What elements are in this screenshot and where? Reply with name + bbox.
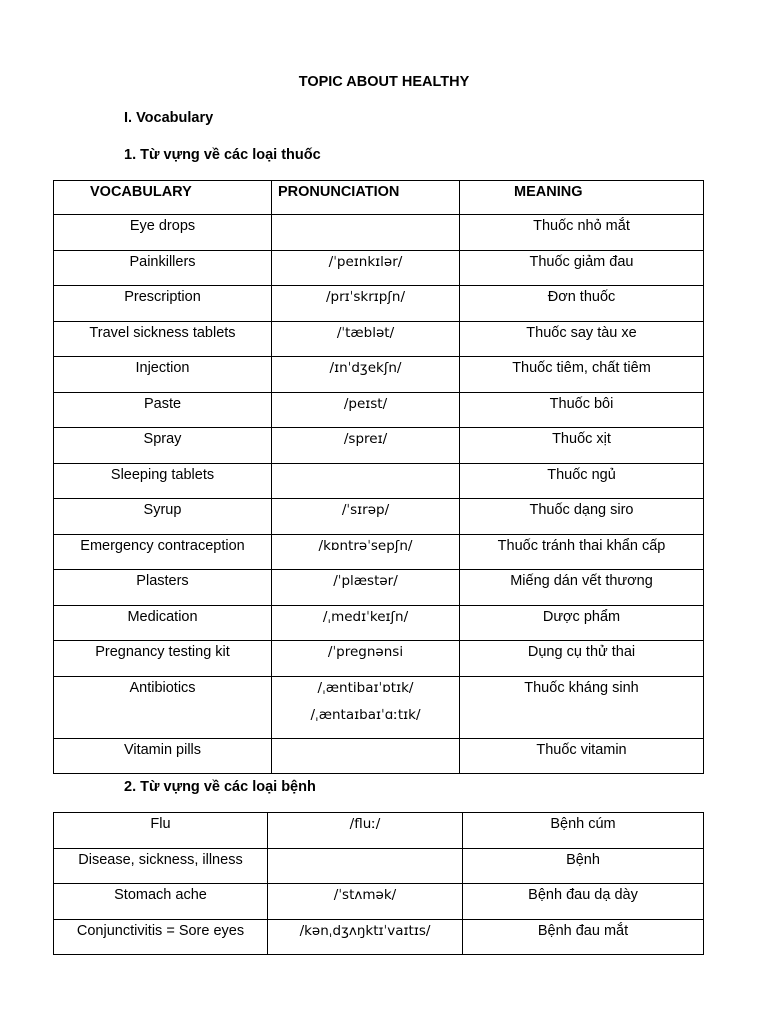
table-row bbox=[54, 463, 704, 499]
cell-pron bbox=[268, 848, 463, 884]
cell-meaning bbox=[460, 641, 704, 677]
vocab-text: Eye drops bbox=[129, 218, 196, 234]
vocab-text: Plasters bbox=[136, 573, 189, 589]
cell-vocab bbox=[54, 884, 268, 920]
cell-vocab bbox=[54, 534, 272, 570]
cell-pron bbox=[272, 534, 460, 570]
table-row bbox=[54, 738, 704, 774]
vocab-text: Vitamin pills bbox=[123, 741, 202, 758]
cell-meaning bbox=[463, 884, 704, 920]
vocab-text: Medication bbox=[127, 608, 198, 625]
cell-vocab bbox=[54, 570, 272, 606]
table-row bbox=[54, 392, 704, 428]
pron-text: /ɪnˈdʒekʃn/ bbox=[329, 360, 402, 376]
meaning-text: Thuốc kháng sinh bbox=[524, 679, 639, 696]
meaning-text: Bệnh đau mắt bbox=[537, 922, 629, 939]
cell-meaning bbox=[463, 848, 704, 884]
cell-meaning bbox=[463, 813, 704, 849]
cell-pron bbox=[272, 463, 460, 499]
cell-vocab bbox=[54, 641, 272, 677]
cell-meaning bbox=[460, 499, 704, 535]
pron-text: /peɪst/ bbox=[343, 395, 388, 412]
meaning-text: Thuốc bôi bbox=[549, 395, 614, 412]
cell-meaning bbox=[460, 570, 704, 606]
subsection-heading-medicines: 1. Từ vựng về các loại thuốc bbox=[124, 147, 321, 163]
cell-vocab bbox=[54, 605, 272, 641]
subsection-heading-diseases: 2. Từ vựng về các loại bệnh bbox=[124, 779, 316, 795]
medicine-vocabulary-table bbox=[53, 180, 704, 774]
meaning-text: Thuốc dạng siro bbox=[529, 502, 634, 518]
vocab-text: Injection bbox=[135, 360, 190, 376]
pron-alt-text: /ˌæntaɪbaɪˈɑːtɪk/ bbox=[310, 706, 421, 723]
cell-pron bbox=[272, 250, 460, 286]
table-row bbox=[54, 357, 704, 393]
cell-meaning bbox=[460, 605, 704, 641]
pron-text: /fluː/ bbox=[349, 816, 381, 832]
cell-pron bbox=[272, 321, 460, 357]
table-row bbox=[54, 676, 704, 738]
header-vocabulary: VOCABULARY bbox=[54, 181, 272, 215]
cell-meaning bbox=[460, 321, 704, 357]
meaning-text: Thuốc ngủ bbox=[547, 466, 616, 483]
table-row bbox=[54, 919, 704, 955]
cell-vocab bbox=[54, 286, 272, 322]
table-row bbox=[54, 813, 704, 849]
cell-vocab bbox=[54, 813, 268, 849]
cell-vocab bbox=[54, 250, 272, 286]
cell-vocab bbox=[54, 676, 272, 738]
cell-meaning bbox=[460, 250, 704, 286]
vocab-text: Antibiotics bbox=[129, 679, 196, 696]
cell-vocab bbox=[54, 357, 272, 393]
cell-meaning bbox=[460, 215, 704, 251]
pron-text: /ˈtæblət/ bbox=[336, 324, 395, 341]
cell-pron bbox=[272, 357, 460, 393]
table-row bbox=[54, 250, 704, 286]
meaning-text: Miếng dán vết thương bbox=[510, 573, 653, 589]
cell-meaning bbox=[460, 738, 704, 774]
cell-meaning bbox=[460, 286, 704, 322]
cell-pron bbox=[272, 499, 460, 535]
vocab-text: Pregnancy testing kit bbox=[95, 644, 230, 660]
meaning-text: Dụng cụ thử thai bbox=[527, 644, 636, 660]
cell-pron bbox=[272, 215, 460, 251]
vocab-text: Syrup bbox=[143, 502, 182, 518]
cell-pron bbox=[268, 884, 463, 920]
cell-meaning bbox=[463, 919, 704, 955]
table-header-row bbox=[54, 181, 704, 215]
pron-text: /kɒntrəˈsepʃn/ bbox=[318, 537, 413, 554]
meaning-text: Thuốc vitamin bbox=[536, 741, 627, 758]
pron-text: /ˈpregnənsi bbox=[327, 644, 404, 660]
vocab-text: Paste bbox=[143, 395, 182, 412]
cell-pron bbox=[272, 676, 460, 738]
header-meaning: MEANING bbox=[460, 181, 704, 215]
table-row bbox=[54, 286, 704, 322]
table-row bbox=[54, 534, 704, 570]
cell-pron bbox=[272, 392, 460, 428]
table-row bbox=[54, 884, 704, 920]
page-title: TOPIC ABOUT HEALTHY bbox=[298, 74, 470, 90]
table-row bbox=[54, 641, 704, 677]
cell-pron bbox=[272, 428, 460, 464]
table-row bbox=[54, 428, 704, 464]
table-row bbox=[54, 499, 704, 535]
cell-vocab bbox=[54, 463, 272, 499]
table-row bbox=[54, 215, 704, 251]
cell-pron bbox=[268, 919, 463, 955]
cell-meaning bbox=[460, 534, 704, 570]
table-row bbox=[54, 570, 704, 606]
vocab-text: Conjunctivitis = Sore eyes bbox=[76, 922, 245, 939]
meaning-text: Thuốc say tàu xe bbox=[526, 324, 637, 341]
meaning-text: Bệnh đau dạ dày bbox=[528, 887, 638, 903]
vocab-text: Prescription bbox=[124, 289, 201, 305]
cell-meaning bbox=[460, 463, 704, 499]
pron-text: /ˈpeɪnkɪlər/ bbox=[328, 253, 403, 270]
vocab-text: Travel sickness tablets bbox=[89, 324, 236, 341]
cell-pron bbox=[272, 286, 460, 322]
cell-vocab bbox=[54, 738, 272, 774]
meaning-text: Thuốc nhỏ mắt bbox=[533, 218, 630, 234]
meaning-text: Thuốc tránh thai khẩn cấp bbox=[497, 537, 666, 554]
pron-text: /prɪˈskrɪpʃn/ bbox=[325, 289, 406, 305]
vocab-text: Disease, sickness, illness bbox=[78, 851, 243, 868]
cell-pron bbox=[272, 738, 460, 774]
cell-pron bbox=[268, 813, 463, 849]
meaning-text: Dược phẩm bbox=[542, 608, 621, 625]
vocab-text: Sleeping tablets bbox=[110, 466, 215, 483]
meaning-text: Thuốc xịt bbox=[552, 431, 611, 447]
cell-pron bbox=[272, 570, 460, 606]
cell-vocab bbox=[54, 848, 268, 884]
cell-vocab bbox=[54, 919, 268, 955]
vocab-text: Emergency contraception bbox=[80, 537, 245, 554]
meaning-text: Đơn thuốc bbox=[547, 289, 616, 305]
cell-meaning bbox=[460, 357, 704, 393]
disease-vocabulary-table bbox=[53, 812, 704, 955]
cell-vocab bbox=[54, 215, 272, 251]
cell-vocab bbox=[54, 499, 272, 535]
vocab-text: Stomach ache bbox=[114, 887, 207, 903]
meaning-text: Bệnh bbox=[566, 851, 600, 868]
pron-text: /ˈsɪrəp/ bbox=[341, 502, 390, 518]
pron-text: /kənˌdʒʌŋktɪˈvaɪtɪs/ bbox=[299, 922, 431, 939]
vocab-text: Spray bbox=[143, 431, 182, 447]
cell-vocab bbox=[54, 321, 272, 357]
meaning-text: Bệnh cúm bbox=[550, 816, 616, 832]
cell-vocab bbox=[54, 428, 272, 464]
cell-pron bbox=[272, 641, 460, 677]
cell-meaning bbox=[460, 428, 704, 464]
pron-text: /ˌæntibaɪˈɒtɪk/ bbox=[317, 679, 414, 696]
pron-text: /spreɪ/ bbox=[343, 431, 388, 447]
cell-vocab bbox=[54, 392, 272, 428]
pron-text: /ˈstʌmək/ bbox=[333, 887, 397, 903]
header-pronunciation: PRONUNCIATION bbox=[272, 181, 460, 215]
vocab-text: Flu bbox=[150, 816, 171, 832]
vocab-text: Painkillers bbox=[129, 253, 196, 270]
table-row bbox=[54, 848, 704, 884]
pron-text: /ˈplæstər/ bbox=[333, 573, 398, 589]
table-row bbox=[54, 605, 704, 641]
cell-meaning bbox=[460, 392, 704, 428]
cell-meaning bbox=[460, 676, 704, 738]
table-row bbox=[54, 321, 704, 357]
meaning-text: Thuốc tiêm, chất tiêm bbox=[512, 360, 651, 376]
pron-text: /ˌmedɪˈkeɪʃn/ bbox=[322, 608, 409, 625]
meaning-text: Thuốc giảm đau bbox=[529, 253, 634, 270]
section-heading-vocabulary: I. Vocabulary bbox=[124, 110, 214, 126]
cell-pron bbox=[272, 605, 460, 641]
